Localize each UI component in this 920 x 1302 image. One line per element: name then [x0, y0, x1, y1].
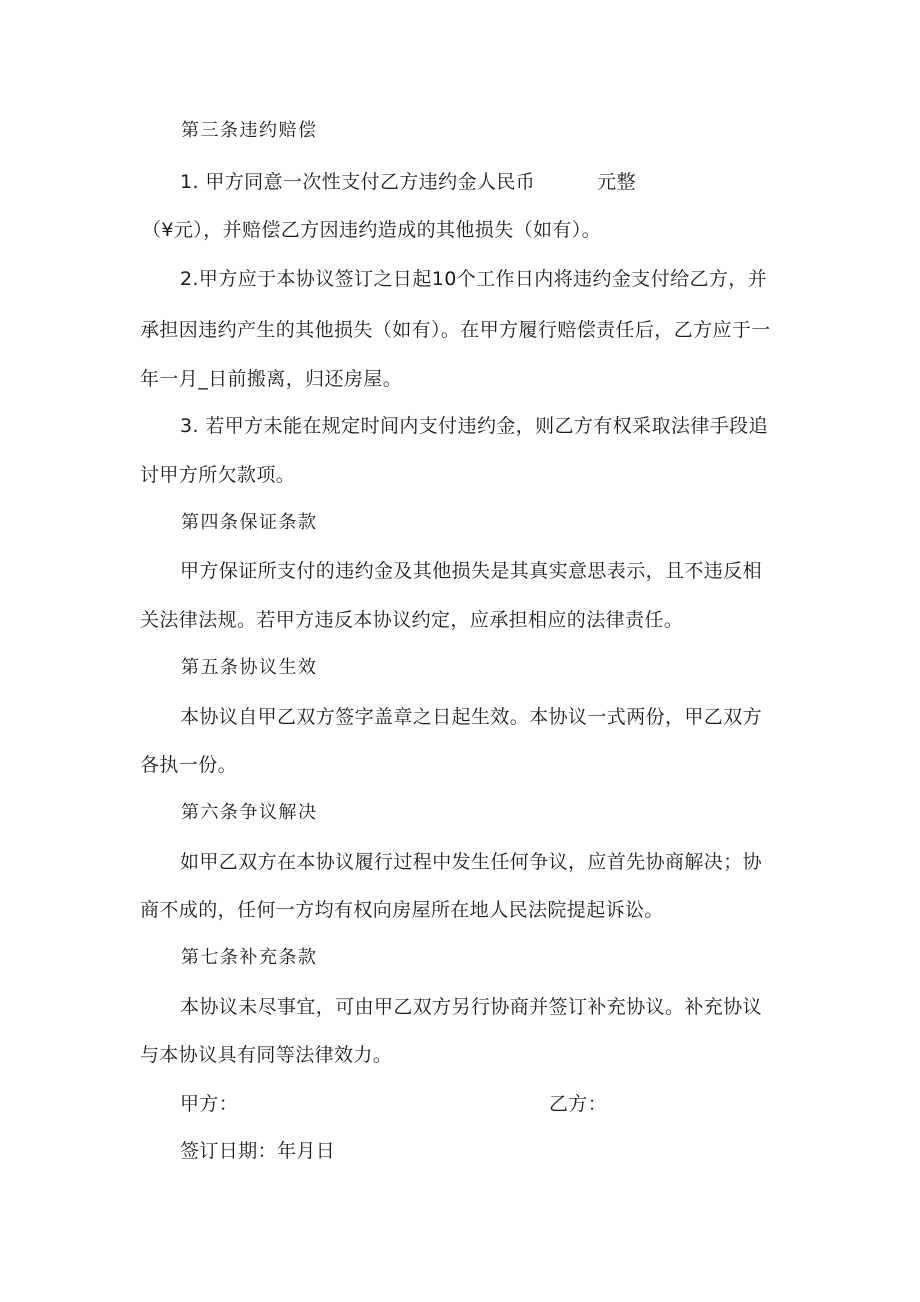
- party-a-label: 甲方：: [180, 1093, 239, 1115]
- article4-line1: 甲方保证所支付的违约金及其他损失是其真实意思表示，且不违反相: [180, 560, 763, 582]
- signing-date-label: 签订日期：年月日: [180, 1140, 336, 1162]
- article5-line1: 本协议自甲乙双方签字盖章之日起生效。本协议一式两份，甲乙双方: [180, 706, 763, 728]
- article5-line2: 各执一份。: [140, 754, 238, 776]
- article3-item3-line2: 讨甲方所欠款项。: [140, 464, 296, 486]
- article3-item2-line1: 2.甲方应于本协议签订之日起10个工作日内将违约金支付给乙方，并: [180, 268, 768, 290]
- article7-line2: 与本协议具有同等法律效力。: [140, 1044, 393, 1066]
- article4-heading: 第四条保证条款: [181, 512, 318, 533]
- article3-item2-line2: 承担因违约产生的其他损失（如有）。在甲方履行赔偿责任后，乙方应于一: [140, 319, 771, 341]
- article3-item3-line1: 3. 若甲方未能在规定时间内支付违约金，则乙方有权采取法律手段追: [180, 415, 768, 437]
- article3-item1-text: 1. 甲方同意一次性支付乙方违约金人民币: [180, 171, 536, 193]
- article5-heading: 第五条协议生效: [181, 657, 318, 678]
- article3-item1-line1: [180, 170, 636, 194]
- article3-item2-line3: 年一月_日前搬离，归还房屋。: [140, 368, 403, 390]
- article3-item1-unit: 元整: [597, 171, 636, 193]
- party-b-label: 乙方：: [549, 1093, 608, 1115]
- article6-line1: 如甲乙双方在本协议履行过程中发生任何争议，应首先协商解决；协: [180, 851, 763, 873]
- article7-heading: 第七条补充条款: [181, 947, 318, 968]
- article3-heading: 第三条违约赔偿: [181, 120, 318, 141]
- article3-item1-line2: （¥元），并赔偿乙方因违约造成的其他损失（如有）。: [142, 219, 602, 241]
- article4-line2: 关法律法规。若甲方违反本协议约定，应承担相应的法律责任。: [140, 609, 684, 631]
- article6-heading: 第六条争议解决: [181, 802, 318, 823]
- article7-line1: 本协议未尽事宜，可由甲乙双方另行协商并签订补充协议。补充协议: [180, 996, 763, 1018]
- article6-line2: 商不成的，任何一方均有权向房屋所在地人民法院提起诉讼。: [140, 899, 664, 921]
